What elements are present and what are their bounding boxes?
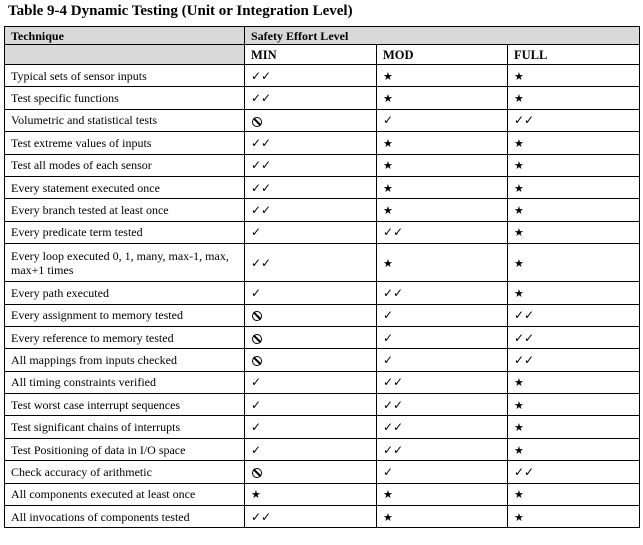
level-cell-mod <box>377 438 508 460</box>
check-icon: ✓ <box>251 397 262 412</box>
check-icon: ✓ <box>251 442 262 457</box>
star-icon: ★ <box>383 136 393 150</box>
star-icon: ★ <box>514 443 524 457</box>
double-check-icon: ✓✓ <box>251 158 272 173</box>
star-icon: ★ <box>514 286 524 300</box>
prohibited-icon <box>252 356 262 366</box>
level-cell-min <box>245 199 377 221</box>
level-cell-mod <box>377 109 508 131</box>
star-icon: ★ <box>383 256 393 270</box>
double-check-icon: ✓✓ <box>383 375 404 390</box>
table-row <box>5 132 640 154</box>
table-row <box>5 349 640 371</box>
table-row <box>5 244 640 282</box>
level-cell-min <box>245 65 377 87</box>
star-icon: ★ <box>383 159 393 173</box>
star-icon: ★ <box>514 159 524 173</box>
level-cell-full <box>508 221 640 243</box>
column-header-full: FULL <box>508 45 640 65</box>
table-row <box>5 416 640 438</box>
technique-cell: Test worst case interrupt sequences <box>5 394 245 416</box>
level-cell-mod <box>377 87 508 109</box>
star-icon: ★ <box>383 488 393 502</box>
table-row <box>5 461 640 483</box>
table-row <box>5 221 640 243</box>
table-body <box>5 65 640 528</box>
table-row <box>5 438 640 460</box>
level-cell-min <box>245 154 377 176</box>
star-icon: ★ <box>514 376 524 390</box>
table-row <box>5 483 640 505</box>
technique-cell: All timing constraints verified <box>5 371 245 393</box>
level-cell-mod <box>377 483 508 505</box>
level-cell-full <box>508 483 640 505</box>
star-icon: ★ <box>383 92 393 106</box>
level-cell-full <box>508 176 640 198</box>
level-cell-full <box>508 304 640 326</box>
level-cell-min <box>245 326 377 348</box>
table-row <box>5 371 640 393</box>
double-check-icon: ✓✓ <box>383 420 404 435</box>
technique-cell: Test specific functions <box>5 87 245 109</box>
check-icon: ✓ <box>251 420 262 435</box>
table-title: Table 9-4 Dynamic Testing (Unit or Integration Level) <box>8 3 353 19</box>
level-cell-mod <box>377 506 508 528</box>
level-cell-full <box>508 326 640 348</box>
technique-cell: Test all modes of each sensor <box>5 154 245 176</box>
table-row <box>5 65 640 87</box>
table-row <box>5 199 640 221</box>
level-cell-min <box>245 349 377 371</box>
check-icon: ✓ <box>251 375 262 390</box>
technique-cell: Every statement executed once <box>5 176 245 198</box>
table-row <box>5 154 640 176</box>
double-check-icon: ✓✓ <box>251 91 272 106</box>
check-icon: ✓ <box>383 113 394 128</box>
level-cell-min <box>245 109 377 131</box>
check-icon: ✓ <box>251 285 262 300</box>
double-check-icon: ✓✓ <box>251 135 272 150</box>
technique-cell: Every loop executed 0, 1, many, max-1, max, max+1 times <box>5 244 245 282</box>
table-row <box>5 506 640 528</box>
level-cell-full <box>508 461 640 483</box>
table-row <box>5 304 640 326</box>
prohibited-icon <box>252 117 262 127</box>
star-icon: ★ <box>514 488 524 502</box>
level-cell-mod <box>377 371 508 393</box>
level-cell-min <box>245 371 377 393</box>
star-icon: ★ <box>383 204 393 218</box>
double-check-icon: ✓✓ <box>383 225 404 240</box>
level-cell-full <box>508 154 640 176</box>
star-icon: ★ <box>514 256 524 270</box>
level-cell-full <box>508 371 640 393</box>
star-icon: ★ <box>514 510 524 524</box>
level-cell-mod <box>377 199 508 221</box>
check-icon: ✓ <box>383 352 394 367</box>
level-cell-min <box>245 176 377 198</box>
level-cell-mod <box>377 154 508 176</box>
technique-cell: Every assignment to memory tested <box>5 304 245 326</box>
technique-cell: Every branch tested at least once <box>5 199 245 221</box>
level-cell-full <box>508 244 640 282</box>
level-cell-mod <box>377 221 508 243</box>
table-row <box>5 282 640 304</box>
level-cell-mod <box>377 282 508 304</box>
double-check-icon: ✓✓ <box>383 397 404 412</box>
technique-cell: Typical sets of sensor inputs <box>5 65 245 87</box>
double-check-icon: ✓✓ <box>514 308 535 323</box>
check-icon: ✓ <box>251 225 262 240</box>
double-check-icon: ✓✓ <box>251 180 272 195</box>
double-check-icon: ✓✓ <box>251 68 272 83</box>
level-cell-mod <box>377 461 508 483</box>
level-cell-full <box>508 394 640 416</box>
star-icon: ★ <box>514 421 524 435</box>
technique-header-spacer <box>5 45 245 65</box>
double-check-icon: ✓✓ <box>514 464 535 479</box>
level-cell-mod <box>377 244 508 282</box>
level-cell-min <box>245 394 377 416</box>
table-row <box>5 326 640 348</box>
prohibited-icon <box>252 468 262 478</box>
prohibited-icon <box>252 334 262 344</box>
technique-cell: Every path executed <box>5 282 245 304</box>
technique-cell: All invocations of components tested <box>5 506 245 528</box>
level-cell-min <box>245 461 377 483</box>
double-check-icon: ✓✓ <box>383 442 404 457</box>
technique-cell: Check accuracy of arithmetic <box>5 461 245 483</box>
level-cell-min <box>245 438 377 460</box>
level-cell-full <box>508 199 640 221</box>
safety-effort-level-header: Safety Effort Level <box>245 27 640 45</box>
technique-cell: Every reference to memory tested <box>5 326 245 348</box>
level-cell-min <box>245 87 377 109</box>
level-cell-full <box>508 87 640 109</box>
double-check-icon: ✓✓ <box>383 285 404 300</box>
star-icon: ★ <box>514 398 524 412</box>
level-cell-full <box>508 506 640 528</box>
table-row <box>5 394 640 416</box>
star-icon: ★ <box>514 204 524 218</box>
column-header-mod: MOD <box>377 45 508 65</box>
technique-header: Technique <box>5 27 245 45</box>
technique-cell: Volumetric and statistical tests <box>5 109 245 131</box>
table-row <box>5 109 640 131</box>
level-cell-full <box>508 109 640 131</box>
double-check-icon: ✓✓ <box>251 509 272 524</box>
double-check-icon: ✓✓ <box>514 352 535 367</box>
level-cell-mod <box>377 349 508 371</box>
prohibited-icon <box>252 311 262 321</box>
level-cell-mod <box>377 65 508 87</box>
check-icon: ✓ <box>383 464 394 479</box>
level-cell-mod <box>377 132 508 154</box>
level-cell-min <box>245 221 377 243</box>
level-cell-mod <box>377 176 508 198</box>
star-icon: ★ <box>514 69 524 83</box>
level-cell-min <box>245 244 377 282</box>
level-cell-full <box>508 349 640 371</box>
technique-cell: All mappings from inputs checked <box>5 349 245 371</box>
column-header-min: MIN <box>245 45 377 65</box>
level-cell-min <box>245 304 377 326</box>
star-icon: ★ <box>514 92 524 106</box>
technique-cell: Test Positioning of data in I/O space <box>5 438 245 460</box>
double-check-icon: ✓✓ <box>251 203 272 218</box>
star-icon: ★ <box>383 181 393 195</box>
table-row <box>5 87 640 109</box>
check-icon: ✓ <box>383 308 394 323</box>
level-cell-min <box>245 132 377 154</box>
technique-cell: Test extreme values of inputs <box>5 132 245 154</box>
level-cell-mod <box>377 326 508 348</box>
level-cell-mod <box>377 304 508 326</box>
level-cell-mod <box>377 394 508 416</box>
technique-cell: Every predicate term tested <box>5 221 245 243</box>
double-check-icon: ✓✓ <box>514 330 535 345</box>
technique-cell: All components executed at least once <box>5 483 245 505</box>
level-cell-min <box>245 483 377 505</box>
level-cell-full <box>508 282 640 304</box>
star-icon: ★ <box>383 69 393 83</box>
star-icon: ★ <box>514 226 524 240</box>
star-icon: ★ <box>383 510 393 524</box>
level-cell-full <box>508 416 640 438</box>
level-cell-mod <box>377 416 508 438</box>
double-check-icon: ✓✓ <box>251 255 272 270</box>
level-cell-min <box>245 506 377 528</box>
dynamic-testing-table <box>4 26 640 528</box>
level-cell-min <box>245 416 377 438</box>
star-icon: ★ <box>251 488 261 502</box>
level-cell-full <box>508 132 640 154</box>
check-icon: ✓ <box>383 330 394 345</box>
star-icon: ★ <box>514 136 524 150</box>
double-check-icon: ✓✓ <box>514 113 535 128</box>
level-cell-full <box>508 438 640 460</box>
table-row <box>5 176 640 198</box>
star-icon: ★ <box>514 181 524 195</box>
level-cell-min <box>245 282 377 304</box>
technique-cell: Test significant chains of interrupts <box>5 416 245 438</box>
level-cell-full <box>508 65 640 87</box>
